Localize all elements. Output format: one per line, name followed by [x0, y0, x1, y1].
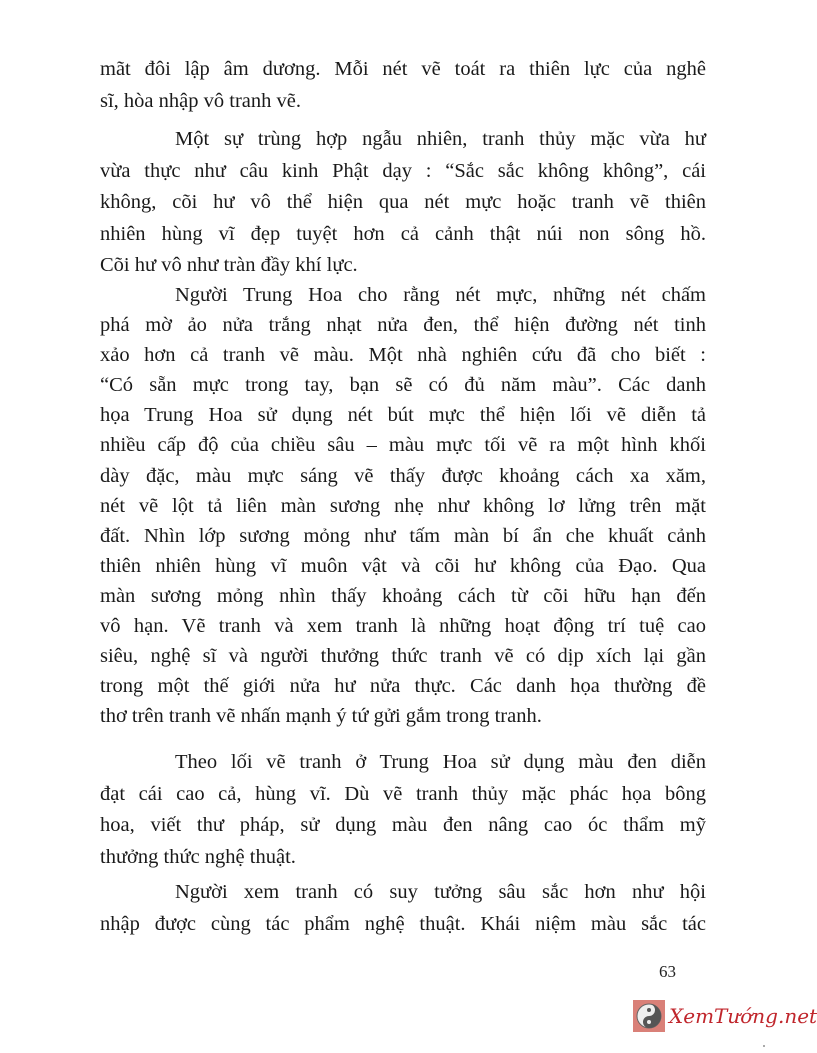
- text-line: hoa, viết thư pháp, sử dụng màu đen nâng cao óc thẩm mỹ: [100, 814, 706, 836]
- text-line: siêu, nghệ sĩ và người thưởng thức tranh vẽ có dịp xích lại gần: [100, 645, 706, 668]
- paragraph: [100, 747, 706, 873]
- page-number: 63: [659, 962, 676, 981]
- yin-yang-icon: [633, 1000, 665, 1032]
- paragraph: [100, 280, 706, 731]
- text-line: nhập được cùng tác phẩm nghệ thuật. Khái niệm màu sắc tác: [100, 912, 706, 935]
- scan-speck: [763, 1045, 765, 1047]
- text-line: họa Trung Hoa sử dụng nét bút mực thể hiện lối vẽ diễn tả: [100, 404, 706, 427]
- text-line: vừa thực như câu kinh Phật dạy : “Sắc sắc không không”, cái: [100, 159, 706, 182]
- text-line: Cõi hư vô như tràn đầy khí lực.: [100, 254, 358, 276]
- text-line: thơ trên tranh vẽ nhấn mạnh ý tứ gửi gắm trong tranh.: [100, 705, 542, 728]
- text-line: “Có sẵn mực trong tay, bạn sẽ có đủ năm màu”. Các danh: [100, 374, 706, 397]
- text-line: đất. Nhìn lớp sương mỏng như tấm màn bí ẩn che khuất cảnh: [100, 524, 706, 547]
- paragraph: [100, 124, 706, 282]
- text-line: Người Trung Hoa cho rằng nét mực, những nét chấm: [175, 284, 706, 306]
- text-line: trong một thế giới nửa hư nửa thực. Các danh họa thường đề: [100, 675, 706, 698]
- text-line: sĩ, hòa nhập vô tranh vẽ.: [100, 89, 301, 112]
- text-line: nét vẽ lột tả liên màn sương nhẹ như không lơ lửng trên mặt: [100, 494, 706, 517]
- paragraph: [100, 877, 706, 940]
- text-line: không, cõi hư vô thể hiện qua nét mực hoặc tranh vẽ thiên: [100, 191, 706, 213]
- document-body: [100, 0, 706, 950]
- text-line: thưởng thức nghệ thuật.: [100, 845, 296, 868]
- paragraph: [100, 54, 706, 117]
- text-line: nhiên hùng vĩ đẹp tuyệt hơn cả cảnh thật núi non sông hồ.: [100, 222, 706, 245]
- text-line: dày đặc, màu mực sáng vẽ thấy được khoảng cách xa xăm,: [100, 464, 706, 487]
- text-line: thiên nhiên hùng vĩ muôn vật và cõi hư không của Đạo. Qua: [100, 554, 706, 577]
- text-line: Một sự trùng hợp ngẫu nhiên, tranh thủy mặc vừa hư: [175, 128, 706, 150]
- watermark-text: XemTướng.net: [669, 1004, 817, 1028]
- text-line: Người xem tranh có suy tưởng sâu sắc hơn như hội: [175, 881, 706, 903]
- text-line: màn sương mỏng nhìn thấy khoảng cách từ cõi hữu hạn đến: [100, 584, 706, 607]
- text-line: vô hạn. Vẽ tranh và xem tranh là những hoạt động trí tuệ cao: [100, 615, 706, 638]
- watermark-logo: [633, 1000, 817, 1032]
- text-line: nhiều cấp độ của chiều sâu – màu mực tối vẽ ra một hình khối: [100, 434, 706, 457]
- text-line: Theo lối vẽ tranh ở Trung Hoa sử dụng màu đen diễn: [175, 751, 706, 773]
- text-line: đạt cái cao cả, hùng vĩ. Dù vẽ tranh thủy mặc phác họa bông: [100, 782, 706, 805]
- text-line: mãt đôi lập âm dương. Mỗi nét vẽ toát ra thiên lực của nghê: [100, 58, 706, 80]
- text-line: phá mờ ảo nửa trắng nhạt nửa đen, thể hiện đường nét tinh: [100, 314, 706, 337]
- text-line: xảo hơn cả tranh vẽ màu. Một nhà nghiên cứu đã cho biết :: [100, 344, 706, 367]
